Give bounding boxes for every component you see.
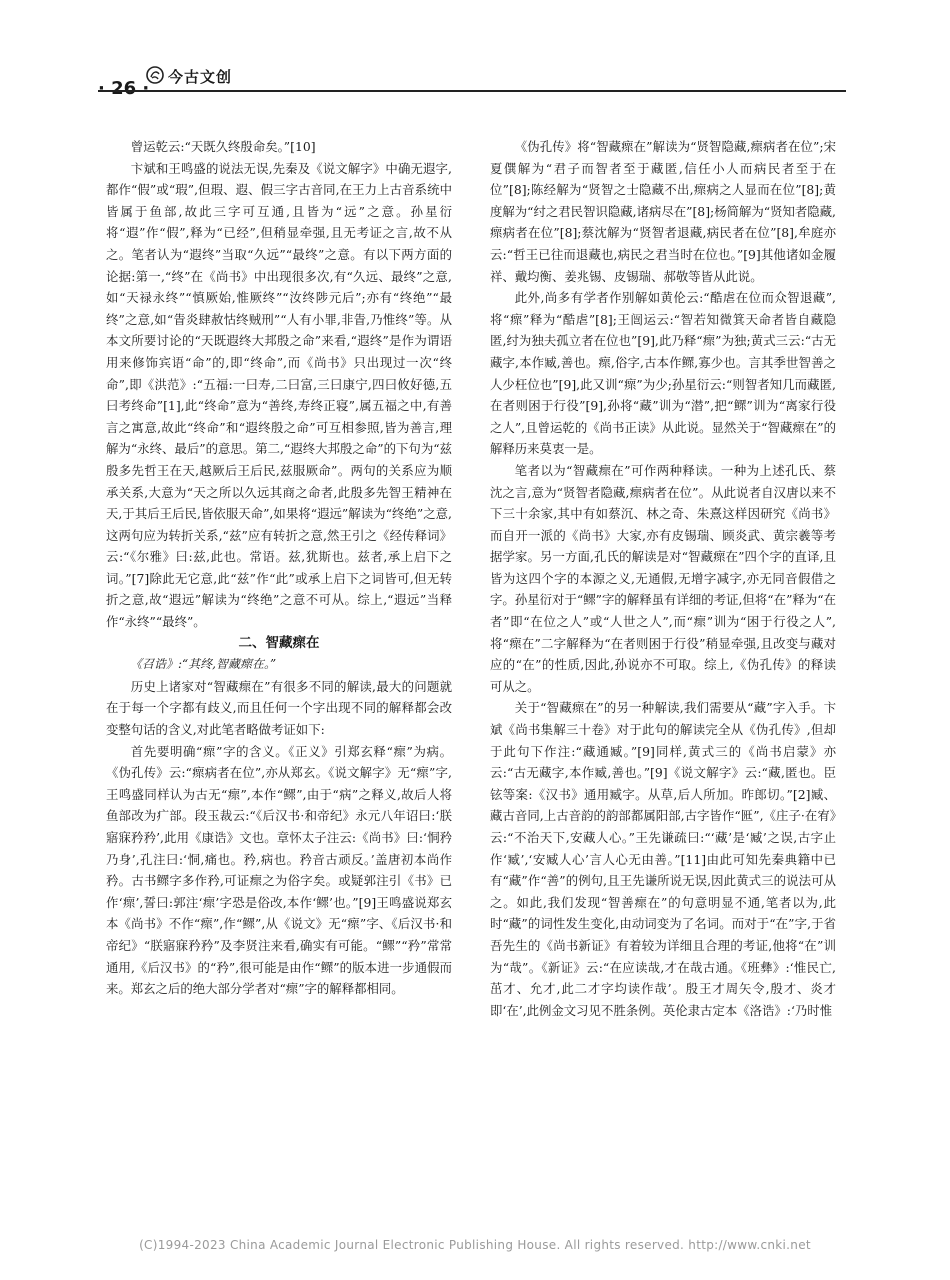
section-heading: 二、智藏瘝在 <box>238 634 320 651</box>
paragraph: 此外,尚多有学者作别解如黄伦云:“酷虐在位而众智退藏”,将“瘝”释为“酷虐”[8];王闿运云:“智若知微箕天命者皆自藏隐匿,纣为独夫孤立者在位也”[9],此乃释“瘝”为独;黄式三云:“古无藏字,本作臧,善也。瘝,俗字,古本作鳏,寡少也。言其季世智善之人少枉位也”[9],此又训“瘝”为少;孙星衍云:“则智者知几而藏匿,在者则困于行役”[9],孙将“藏”训为“潜”,把“鳏”训为“离家行役之人”,且曾运乾的《尚书正读》从此说。显然关于“智藏瘝在”的解释历来莫衷一是。 <box>490 290 836 457</box>
page-header <box>98 64 846 98</box>
paragraph: 笔者以为“智藏瘝在”可作两种释读。一种为上述孔氏、蔡沈之言,意为“贤智者隐藏,瘝病者在位”。从此说者自汉唐以来不下三十余家,其中有如蔡沉、林之奇、朱熹这样因研究《尚书》而自开一派的《尚书》大家,亦有皮锡瑞、顾炎武、黄宗羲等考据学家。另一方面,孔氏的解读是对“智藏瘝在”四个字的直译,且皆为这四个字的本源之义,无通假,无增字减字,亦无同音假借之字。孙星衍对于“鳏”字的解释虽有详细的考证,但将“在”释为“在者”即“在位之人”或“人世之人”,而“瘝”训为“困于行役之人”,将“瘝在”二字解释为“在者则困于行役”稍显牵强,且改变与藏对应的“在”的性质,因此,孙说亦不可取。综上,《伪孔传》的释读可从之。 <box>490 462 836 694</box>
journal-logo-icon <box>146 66 164 84</box>
paragraph: 《伪孔传》将“智藏瘝在”解读为“贤智隐藏,瘝病者在位”;宋夏僎解为“君子而智者至于藏匿,信任小人而病民者至于在位”[8];陈经解为“贤智之士隐藏不出,瘝病之人显而在位”[8];黄度解为“纣之君民智识隐藏,诸病尽在”[8];杨简解为“贤知者隐藏,瘝病者在位”[8];蔡沈解为“贤智者退藏,病民者在位”[8],牟庭亦云:“哲王已往而退藏也,病民之君当时在位也。”[9]其他诸如金履祥、戴均衡、姜兆锡、皮锡瑞、郝敬等皆从此说。 <box>490 139 836 284</box>
paragraph: 关于“智藏瘝在”的另一种解读,我们需要从“藏”字入手。卞斌《尚书集解三十卷》对于此句的解读完全从《伪孔传》,但却于此句下作注:“藏通臧。”[9]同样,黄式三的《尚书启蒙》亦云:“古无藏字,本作臧,善也。”[9]《说文解字》云:“藏,匿也。臣铉等案:《汉书》通用臧字。从草,后人所加。昨郎切。”[2]臧、藏古音同,上古音韵的韵部都属阳部,古字皆作“匨”,《庄子·在宥》云:“不治天下,安藏人心。”王先谦疏曰:“‘藏’是‘臧’之误,古字止作‘臧’,‘安臧人心’言人心无由善。”[11]由此可知先秦典籍中已有“藏”作“善”的例句,且王先谦所说无误,因此黄式三的说法可从之。如此,我们发现“智善瘝在”的句意明显不通,笔者以为,此时“藏”的词性发生变化,由动词变为了名词。而对于“在”字,于省吾先生的《尚书新证》有着较为详细且合理的考证,他将“在”训为“哉”。《新证》云:“在应读哉,才在哉古通。《班彝》:‘惟民亡,茁才、允才,此二才字均读作哉’。殷王才周矢令,殷才、炎才即‘在’,此例金文习见不胜条例。英伦隶古定本《洛诰》:‘乃时惟 <box>490 700 836 1018</box>
journal-name: 今古文创 <box>168 68 233 86</box>
paragraph: 卞斌和王鸣盛的说法无误,先秦及《说文解字》中确无遐字,都作“假”或“瑕”,但瑕、遐、假三字古音同,在王力上古音系统中皆属于鱼部,故此三字可互通,且皆为“远”之意。孙星衍将“遐”作“假”,释为“已经”,但稍显牵强,且无考证之言,故不从之。笔者认为“遐终”当取“久远”“最终”之意。有以下两方面的论据:第一,“终”在《尚书》中出现很多次,有“久远、最终”之意,如“天禄永终”“慎厥始,惟厥终”“汝终陟元后”;亦有“终绝”“最终”之意,如“眚炎肆赦怙终贼刑”“人有小罪,非眚,乃惟终”等。从本文所要讨论的“天既遐终大邦殷之命”来看,“遐终”是作为谓语用来修饰宾语“命”的,即“终命”,而《尚书》只出现过一次“终命”,即《洪范》:“五福:一曰寿,二曰富,三曰康宁,四曰攸好德,五曰考终命”[1],此“终命”意为“善终,寿终正寝”,属五福之中,有善言之寓意,故此“终命”和“遐终殷之命”可互相参照,皆为善言,理解为“永终、最后”的意思。第二,“遐终大邦殷之命”的下句为“兹殷多先哲王在天,越厥后王后民,兹服厥命”。两句的关系应为顺承关系,大意为“天之所以久远其商之命者,此殷多先智王精神在天,于其后王后民,皆依服天命”,如果将“遐远”解读为“终绝”之意,这两句应为转折关系,“兹”应有转折之意,然王引之《经传释词》云:“《尔雅》曰:兹,此也。常语。兹,犹斯也。兹者,承上启下之词。”[7]除此无它意,此“兹”作“此”或承上启下之词皆可,但无转折之意,故“遐远”解读为“终绝”之意不可从。综上,“遐远”当释作“永终”“最终”。 <box>106 160 452 630</box>
header-rule <box>98 90 846 92</box>
paragraph: 首先要明确“瘝”字的含义。《正义》引郑玄释“瘝”为病。《伪孔传》云:“瘝病者在位”,亦从郑玄。《说文解字》无“瘝”字,王鸣盛同样认为古无“瘝”,本作“鳏”,由于“病”之释义,故后人将鱼部改为疒部。段玉裁云:“《后汉书·和帝纪》永元八年诏曰:‘朕寤寐矜矜’,此用《康诰》文也。章怀太子注云:《尚书》曰:‘恫矜乃身’,孔注曰:‘恫,痛也。矜,病也。矜音古顽反。’盖唐初本尚作矜。古书鳏字多作矜,可证瘝之为俗字矣。或疑郭注引《书》已作‘瘝’,誓曰:郭注‘瘝’字恐是俗改,本作‘鳏’也。”[9]王鸣盛说郑玄本《尚书》不作“瘝”,作“鳏”,从《说文》无“瘝”字、《后汉书·和帝纪》“朕寤寐矜矜”及李贤注来看,确实有可能。“鳏”“矜”常常通用,《后汉书》的“矜”,很可能是由作“鳏”的版本进一步通假而来。郑玄之后的绝大部分学者对“瘝”字的解释都相同。 <box>106 743 452 997</box>
copyright-footer: (C)1994-2023 China Academic Journal Electronic Publishing House. All rights reserved. http://www.cnki.net <box>139 1238 811 1252</box>
page-number: · 26 · <box>98 78 150 99</box>
right-column <box>490 136 836 1206</box>
paragraph: 历史上诸家对“智藏瘝在”有很多不同的解读,最大的问题就在于每一个字都有歧义,而且任何一个字出现不同的解释都会改变整句话的含义,对此笔者略做考证如下: <box>106 678 452 738</box>
section-quote: 《召诰》:“其终,智藏瘝在。” <box>130 657 277 672</box>
left-column <box>106 136 452 1206</box>
paragraph: 曾运乾云:“天既久终殷命矣。”[10] <box>130 139 316 154</box>
